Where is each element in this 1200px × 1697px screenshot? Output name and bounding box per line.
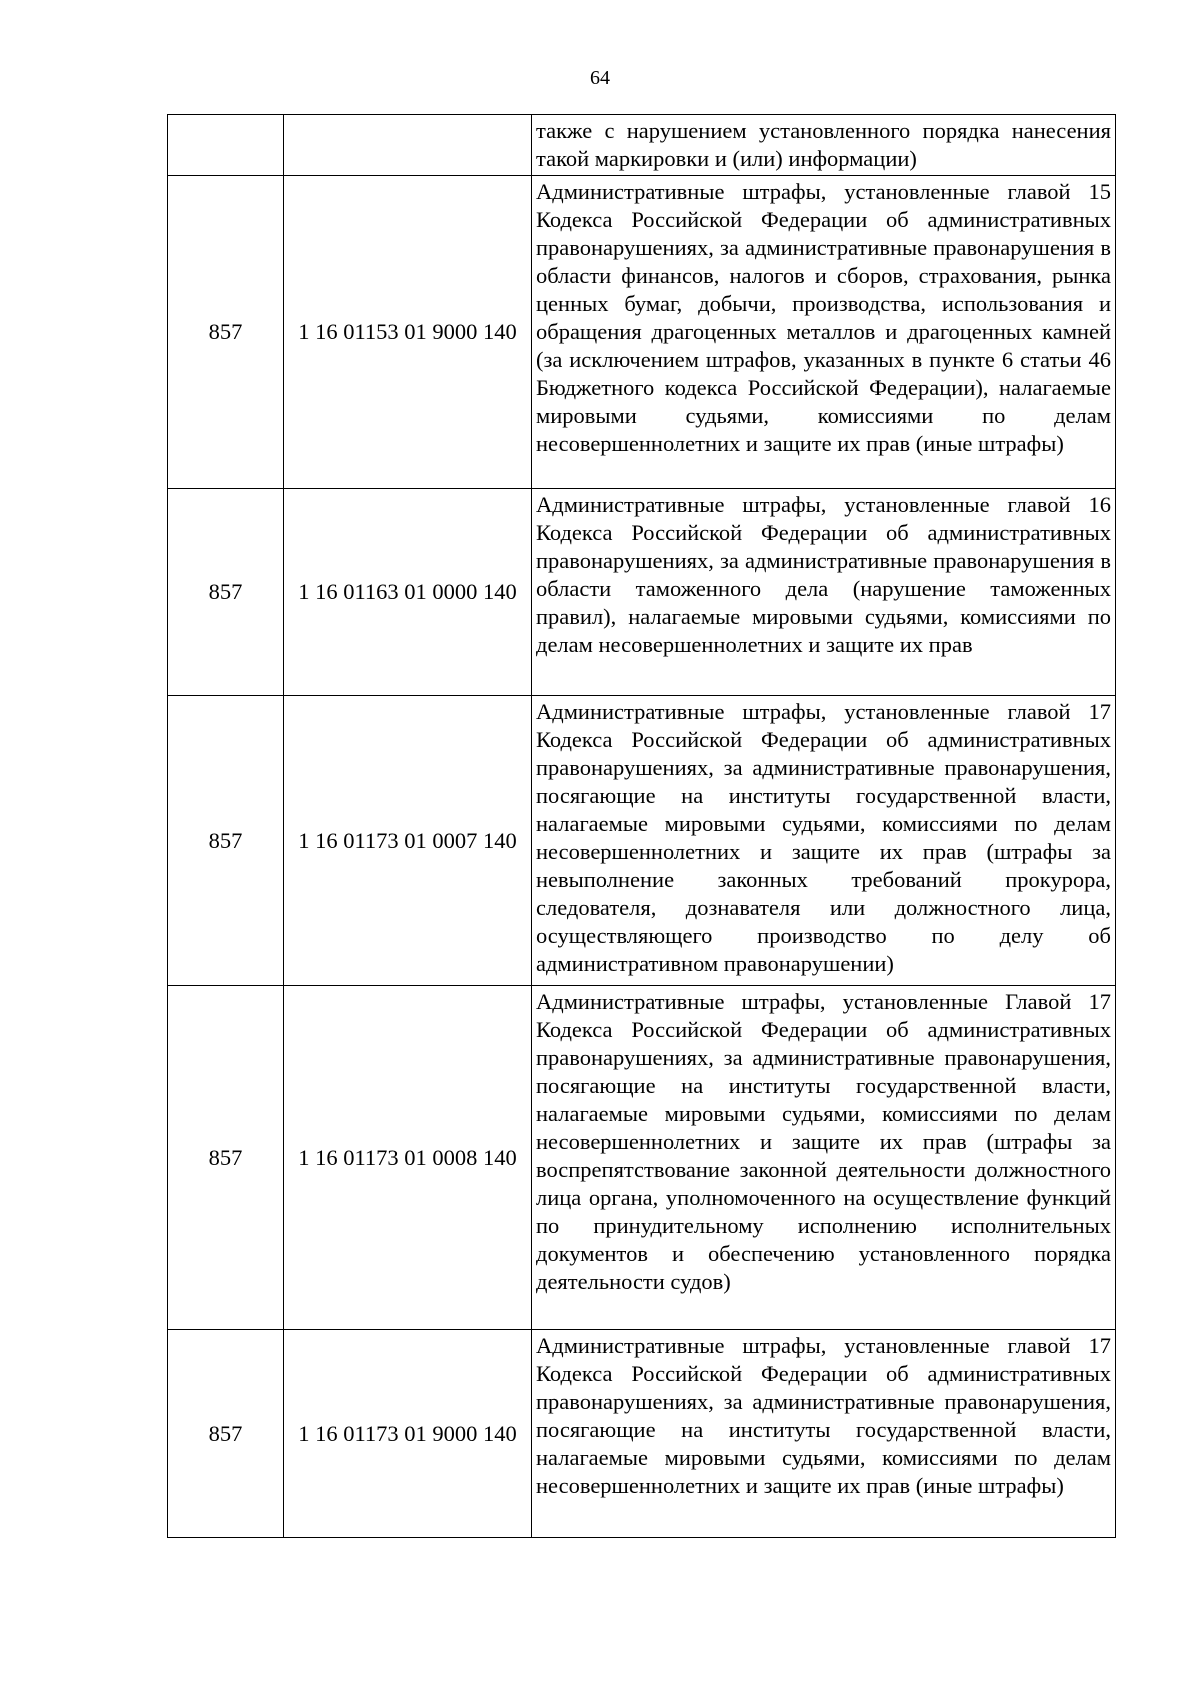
admin-code-cell: 857 xyxy=(168,986,284,1330)
description-cell: Административные штрафы, установленные главой 17 Кодекса Российской Федерации об административных правонарушениях, за административные правонарушения, посягающие на институты государственной власти, налагаемые мировыми судьями, комиссиями по делам несовершеннолетних и защите их прав (штрафы за невыполнение законных требований прокурора, следователя, дознавателя или должностного лица, осуществляющего производство по делу об административном правонарушении) xyxy=(532,696,1116,986)
budget-code-cell: 1 16 01173 01 0008 140 xyxy=(284,986,532,1330)
admin-code-cell: 857 xyxy=(168,696,284,986)
admin-code-cell xyxy=(168,115,284,176)
budget-code-cell: 1 16 01163 01 0000 140 xyxy=(284,489,532,696)
table-row xyxy=(168,176,1116,489)
table-row xyxy=(168,489,1116,696)
description-cell: Административные штрафы, установленные главой 16 Кодекса Российской Федерации об административных правонарушениях, за административные правонарушения в области таможенного дела (нарушение таможенных правил), налагаемые мировыми судьями, комиссиями по делам несовершеннолетних и защите их прав xyxy=(532,489,1116,696)
admin-code-cell: 857 xyxy=(168,176,284,489)
description-cell: Административные штрафы, установленные Главой 17 Кодекса Российской Федерации об административных правонарушениях, за административные правонарушения, посягающие на институты государственной власти, налагаемые мировыми судьями, комиссиями по делам несовершеннолетних и защите их прав (штрафы за воспрепятствование законной деятельности должностного лица органа, уполномоченного на осуществление функций по принудительному исполнению исполнительных документов и обеспечению установленного порядка деятельности судов) xyxy=(532,986,1116,1330)
page-number: 64 xyxy=(590,67,610,89)
admin-code-cell: 857 xyxy=(168,1330,284,1538)
budget-code-cell: 1 16 01153 01 9000 140 xyxy=(284,176,532,489)
budget-code-cell xyxy=(284,115,532,176)
table-row xyxy=(168,115,1116,176)
table-row xyxy=(168,1330,1116,1538)
description-cell: Административные штрафы, установленные главой 17 Кодекса Российской Федерации об административных правонарушениях, за административные правонарушения, посягающие на институты государственной власти, налагаемые мировыми судьями, комиссиями по делам несовершеннолетних и защите их прав (иные штрафы) xyxy=(532,1330,1116,1538)
budget-code-cell: 1 16 01173 01 0007 140 xyxy=(284,696,532,986)
description-cell: также с нарушением установленного порядка нанесения такой маркировки и (или) информации) xyxy=(532,115,1116,176)
table-row xyxy=(168,696,1116,986)
budget-codes-table xyxy=(167,114,1116,1538)
admin-code-cell: 857 xyxy=(168,489,284,696)
description-cell: Административные штрафы, установленные главой 15 Кодекса Российской Федерации об административных правонарушениях, за административные правонарушения в области финансов, налогов и сборов, страхования, рынка ценных бумаг, добычи, производства, использования и обращения драгоценных металлов и драгоценных камней (за исключением штрафов, указанных в пункте 6 статьи 46 Бюджетного кодекса Российской Федерации), налагаемые мировыми судьями, комиссиями по делам несовершеннолетних и защите их прав (иные штрафы) xyxy=(532,176,1116,489)
table-row xyxy=(168,986,1116,1330)
budget-code-cell: 1 16 01173 01 9000 140 xyxy=(284,1330,532,1538)
